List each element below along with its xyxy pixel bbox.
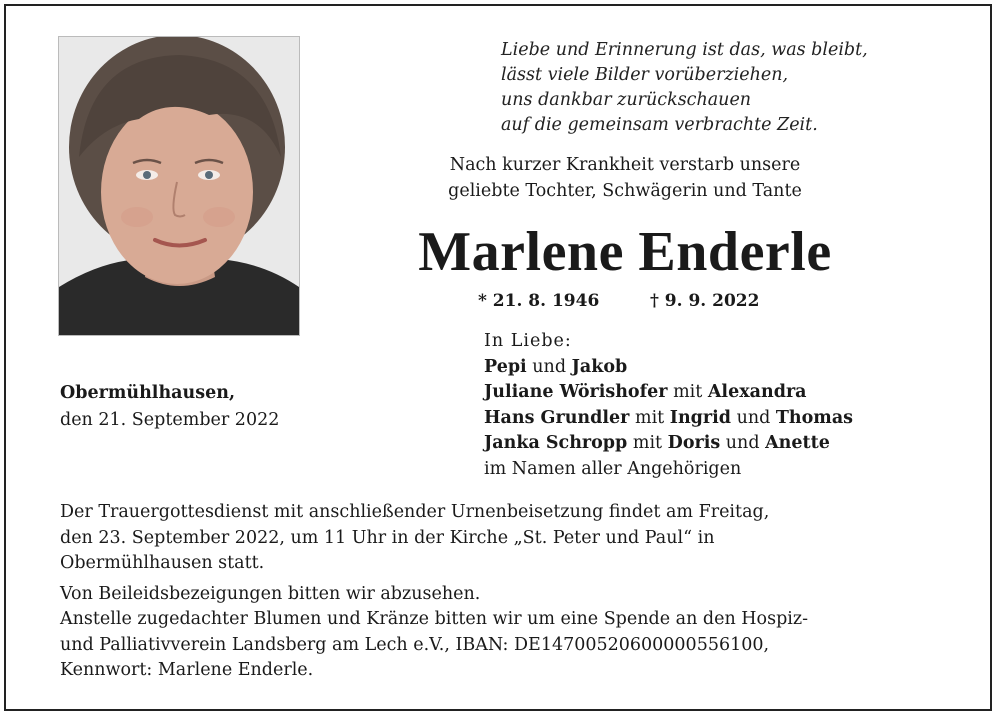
mourner-name: Juliane Wörishofer: [484, 382, 668, 402]
donation-paragraph: [60, 582, 808, 684]
mourners-list: [484, 329, 853, 482]
mourner-name: Doris: [667, 433, 721, 453]
poem-line: Liebe und Erinnerung ist das, was bleibt,: [501, 40, 868, 60]
service-line: Der Trauergottesdienst mit anschließender Urnenbeisetzung findet am Freitag,: [60, 502, 770, 522]
mourner-joiner: und: [731, 407, 776, 428]
place-and-date: [60, 380, 279, 434]
poem-line: auf die gemeinsam verbrachte Zeit.: [501, 115, 818, 135]
mourner-name: Thomas: [775, 407, 854, 428]
notice-date: den 21. September 2022: [60, 410, 280, 430]
mourner-row: [484, 380, 853, 406]
mourner-joiner: mit: [627, 433, 668, 453]
mourner-name: Alexandra: [707, 382, 807, 402]
mourner-joiner: mit: [629, 407, 670, 428]
deceased-name: Marlene Enderle: [418, 221, 832, 283]
service-line: den 23. September 2022, um 11 Uhr in der Kirche „St. Peter und Paul“ in: [60, 527, 715, 548]
mourner-name: Ingrid: [669, 407, 732, 428]
mourners-heading: In Liebe:: [484, 331, 572, 351]
mourner-name: Janka Schropp: [484, 433, 628, 453]
mourner-name: Jakob: [571, 356, 628, 377]
service-and-donation-text: [60, 500, 808, 684]
portrait-photo: [58, 36, 300, 336]
mourner-name: Anette: [765, 433, 830, 453]
donation-line: Von Beileidsbezeigungen bitten wir abzusehen.: [60, 583, 481, 604]
mourner-row: [484, 431, 853, 457]
poem-line: uns dankbar zurückschauen: [501, 90, 752, 110]
place-town: Obermühlhausen,: [60, 383, 236, 403]
mourners-closing: im Namen aller Angehörigen: [484, 458, 742, 479]
donation-line: Kennwort: Marlene Enderle.: [60, 660, 314, 680]
portrait-illustration: [59, 37, 299, 335]
poem-line: lässt viele Bilder vorüberziehen,: [501, 65, 789, 85]
death-date: † 9. 9. 2022: [650, 291, 760, 311]
intro-line: geliebte Tochter, Schwägerin und Tante: [448, 181, 802, 201]
mourner-name: Pepi: [484, 356, 527, 377]
mourner-joiner: mit: [667, 382, 708, 402]
service-paragraph: [60, 500, 808, 577]
intro-line: Nach kurzer Krankheit verstarb unsere: [449, 155, 801, 175]
donation-line: und Palliativverein Landsberg am Lech e.V., IBAN: DE14700520600000556100,: [60, 634, 770, 655]
mourner-row: [484, 406, 853, 432]
donation-line: Anstelle zugedachter Blumen und Kränze bitten wir um eine Spende an den Hospiz-: [60, 609, 809, 629]
intro-text: [380, 152, 870, 204]
memorial-poem: [501, 38, 868, 138]
mourner-joiner: und: [720, 433, 766, 453]
service-line: Obermühlhausen statt.: [60, 553, 265, 573]
mourner-joiner: und: [526, 356, 572, 377]
mourner-name: Hans Grundler: [484, 407, 630, 428]
birth-date: * 21. 8. 1946: [478, 291, 600, 311]
mourner-row: [484, 355, 853, 381]
